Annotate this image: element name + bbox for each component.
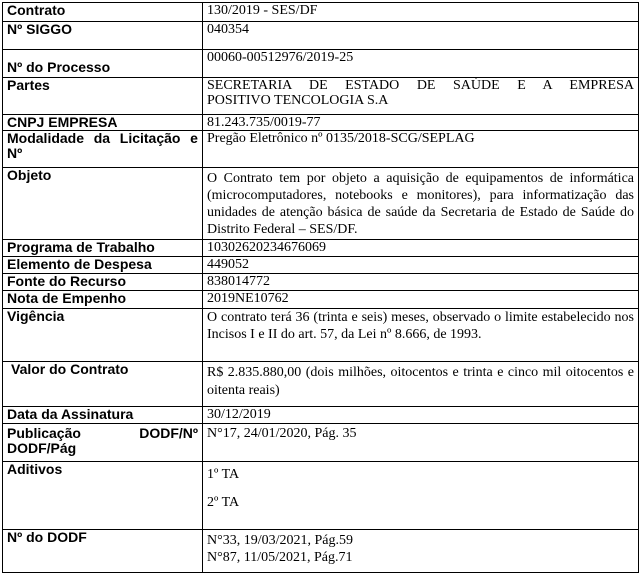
row-processo [3, 50, 639, 78]
modalidade-word-3: Licitação [119, 130, 181, 146]
label-fonte: Fonte do Recurso [3, 274, 203, 291]
label-publicacao [3, 424, 203, 462]
dodf-line-1: N°33, 19/03/2021, Pág.59 [207, 533, 353, 548]
value-aditivos [203, 462, 639, 530]
label-elemento: Elemento de Despesa [3, 257, 203, 274]
row-fonte [3, 274, 639, 291]
value-valor: R$ 2.835.880,00 (dois milhões, oitocentos e trinta e cinco mil oitocentos e oitenta reais) [203, 362, 639, 407]
row-valor [3, 362, 639, 407]
row-programa [3, 240, 639, 257]
row-dodf [3, 530, 639, 573]
row-empenho [3, 291, 639, 309]
label-processo: Nº do Processo [3, 50, 203, 78]
value-programa: 10302620234676069 [203, 240, 639, 257]
value-objeto: O Contrato tem por objeto a aquisição de equipamentos de informática (microcomputadores, notebooks e monitores), para informatização das unidades de atenção básica de saúde da Secretaria de Estado de Saúde do Distrito Federal – SES/DF. [203, 168, 639, 240]
value-fonte: 838014772 [203, 274, 639, 291]
row-publicacao [3, 424, 639, 462]
label-programa: Programa de Trabalho [3, 240, 203, 257]
row-assinatura [3, 407, 639, 424]
label-aditivos: Aditivos [3, 462, 203, 530]
label-objeto: Objeto [3, 168, 203, 240]
dodf-line-2: N°87, 11/05/2021, Pág.71 [207, 550, 353, 565]
label-valor: Valor do Contrato [3, 362, 203, 407]
aditivo-2: 2º TA [207, 495, 240, 510]
modalidade-word-2: da [93, 130, 111, 146]
value-siggo: 040354 [203, 22, 639, 50]
label-assinatura: Data da Assinatura [3, 407, 203, 424]
label-modalidade [3, 131, 203, 168]
value-contrato: 130/2019 - SES/DF [203, 3, 639, 22]
row-objeto [3, 168, 639, 240]
value-elemento: 449052 [203, 257, 639, 274]
row-elemento [3, 257, 639, 274]
modalidade-line-2: Nº [7, 145, 23, 161]
value-modalidade: Pregão Eletrônico nº 0135/2018-SCG/SEPLAG [203, 131, 639, 168]
row-aditivos [3, 462, 639, 530]
value-publicacao: N°17, 24/01/2020, Pág. 35 [203, 424, 639, 462]
row-modalidade [3, 131, 639, 168]
publicacao-line-2: DODF/Pág [7, 440, 77, 456]
label-vigencia: Vigência [3, 309, 203, 362]
value-empenho: 2019NE10762 [203, 291, 639, 309]
label-empenho: Nota de Empenho [3, 291, 203, 309]
value-assinatura: 30/12/2019 [203, 407, 639, 424]
label-contrato: Contrato [3, 3, 203, 22]
aditivo-1: 1º TA [207, 467, 240, 482]
publicacao-word-2: DODF/Nº [139, 425, 198, 441]
partes-line-1: SECRETARIA DE ESTADO DE SAÚDE E A EMPRESA [207, 78, 634, 93]
label-dodf: Nº do DODF [3, 530, 203, 573]
modalidade-word-1: Modalidade [7, 130, 85, 146]
label-cnpj: CNPJ EMPRESA [3, 115, 203, 131]
value-cnpj: 81.243.735/0019-77 [203, 115, 639, 131]
value-vigencia: O contrato terá 36 (trinta e seis) meses, observado o limite estabelecido nos Incisos I e II do art. 57, da Lei nº 8.666, de 1993. [203, 309, 639, 362]
row-cnpj [3, 115, 639, 131]
value-dodf [203, 530, 639, 573]
row-siggo [3, 22, 639, 50]
row-partes [3, 78, 639, 115]
label-siggo: Nº SIGGO [3, 22, 203, 50]
row-contrato [3, 3, 639, 22]
label-partes: Partes [3, 78, 203, 115]
partes-line-2: POSITIVO TENCOLOGIA S.A [207, 93, 389, 108]
value-partes [203, 78, 639, 115]
value-processo: 00060-00512976/2019-25 [203, 50, 639, 78]
modalidade-word-4: e [190, 130, 198, 146]
contract-summary-table [2, 2, 639, 573]
row-vigencia [3, 309, 639, 362]
publicacao-word-1: Publicação [7, 425, 81, 441]
